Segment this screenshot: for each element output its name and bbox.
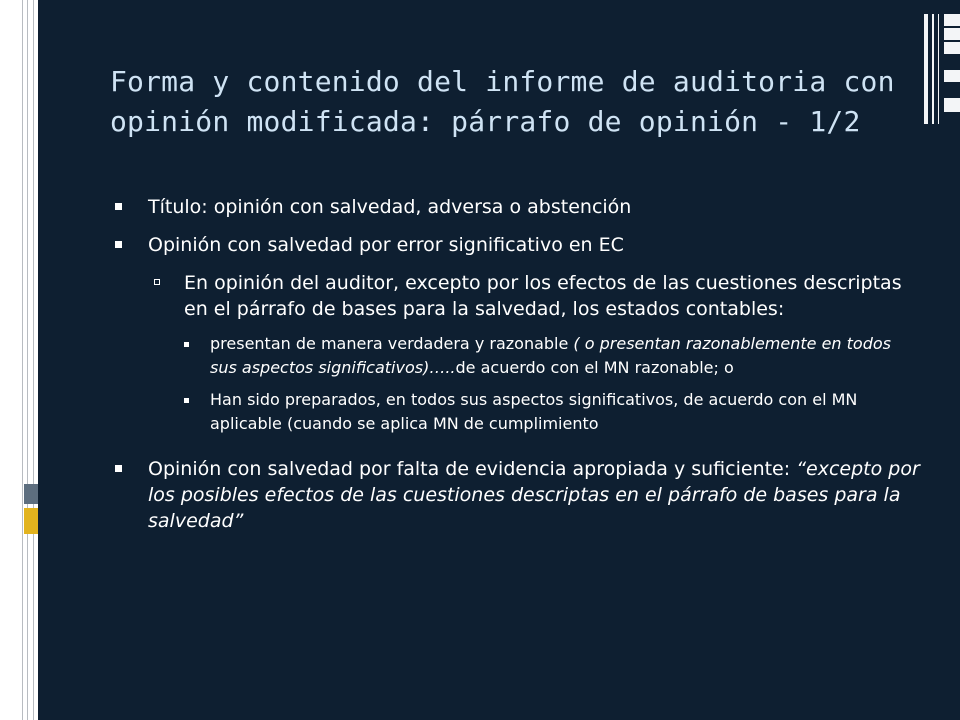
deco-block [944,98,960,112]
strip-yellow-block [24,508,38,534]
left-accent-strip [0,0,38,720]
slide-content [112,194,922,546]
deco-block [944,42,960,54]
small-square-bullet-icon [184,398,189,403]
strip-line [22,0,23,720]
sub-sub-bullet-text-a: presentan de manera verdadera y razonable [210,334,569,353]
sub-bullet-text: En opinión del auditor, excepto por los efectos de las cuestiones descriptas en el párrafo de bases para la salvedad, los estados contables: [184,272,902,320]
sub-sub-bullet-text-italic: ( o presentan razonablemente en todos sus aspectos significativos)….. [210,334,891,377]
sub-sub-bullet-text-c: de acuerdo con el MN razonable; o [455,358,734,377]
square-bullet-icon [115,241,122,248]
square-bullet-icon [115,465,122,472]
sub-sub-bullet-item [112,388,922,436]
bullet-item [112,194,922,220]
strip-gray-block [24,484,38,504]
strip-line [33,0,34,720]
bullet-text: Opinión con salvedad por error significativo en EC [148,234,624,256]
strip-line [27,0,28,720]
deco-block [944,14,960,26]
small-square-bullet-icon [184,342,189,347]
deco-block [944,28,960,40]
deco-bar [938,14,939,124]
hollow-square-bullet-icon [154,279,160,285]
deco-bar [932,14,934,124]
bullet-text-italic-quote: “excepto por los posibles efectos de las cuestiones descriptas en el párrafo de bases para la salvedad” [148,458,920,532]
bullet-text: Título: opinión con salvedad, adversa o abstención [148,196,632,218]
slide-title: Forma y contenido del informe de auditoria con opinión modificada: párrafo de opinión - 1/2 [110,65,895,138]
deco-block [944,70,960,82]
bullet-text: Opinión con salvedad por falta de evidencia apropiada y suficiente: [148,458,797,480]
square-bullet-icon [115,203,122,210]
sub-bullet-item [112,270,922,322]
deco-bar [924,14,928,124]
sub-sub-bullet-item [112,332,922,380]
sub-sub-bullet-text: Han sido preparados, en todos sus aspectos significativos, de acuerdo con el MN aplicable (cuando se aplica MN de cumplimiento [210,390,858,433]
bullet-item [112,232,922,258]
bullet-item [112,456,922,534]
corner-decoration [918,14,960,124]
